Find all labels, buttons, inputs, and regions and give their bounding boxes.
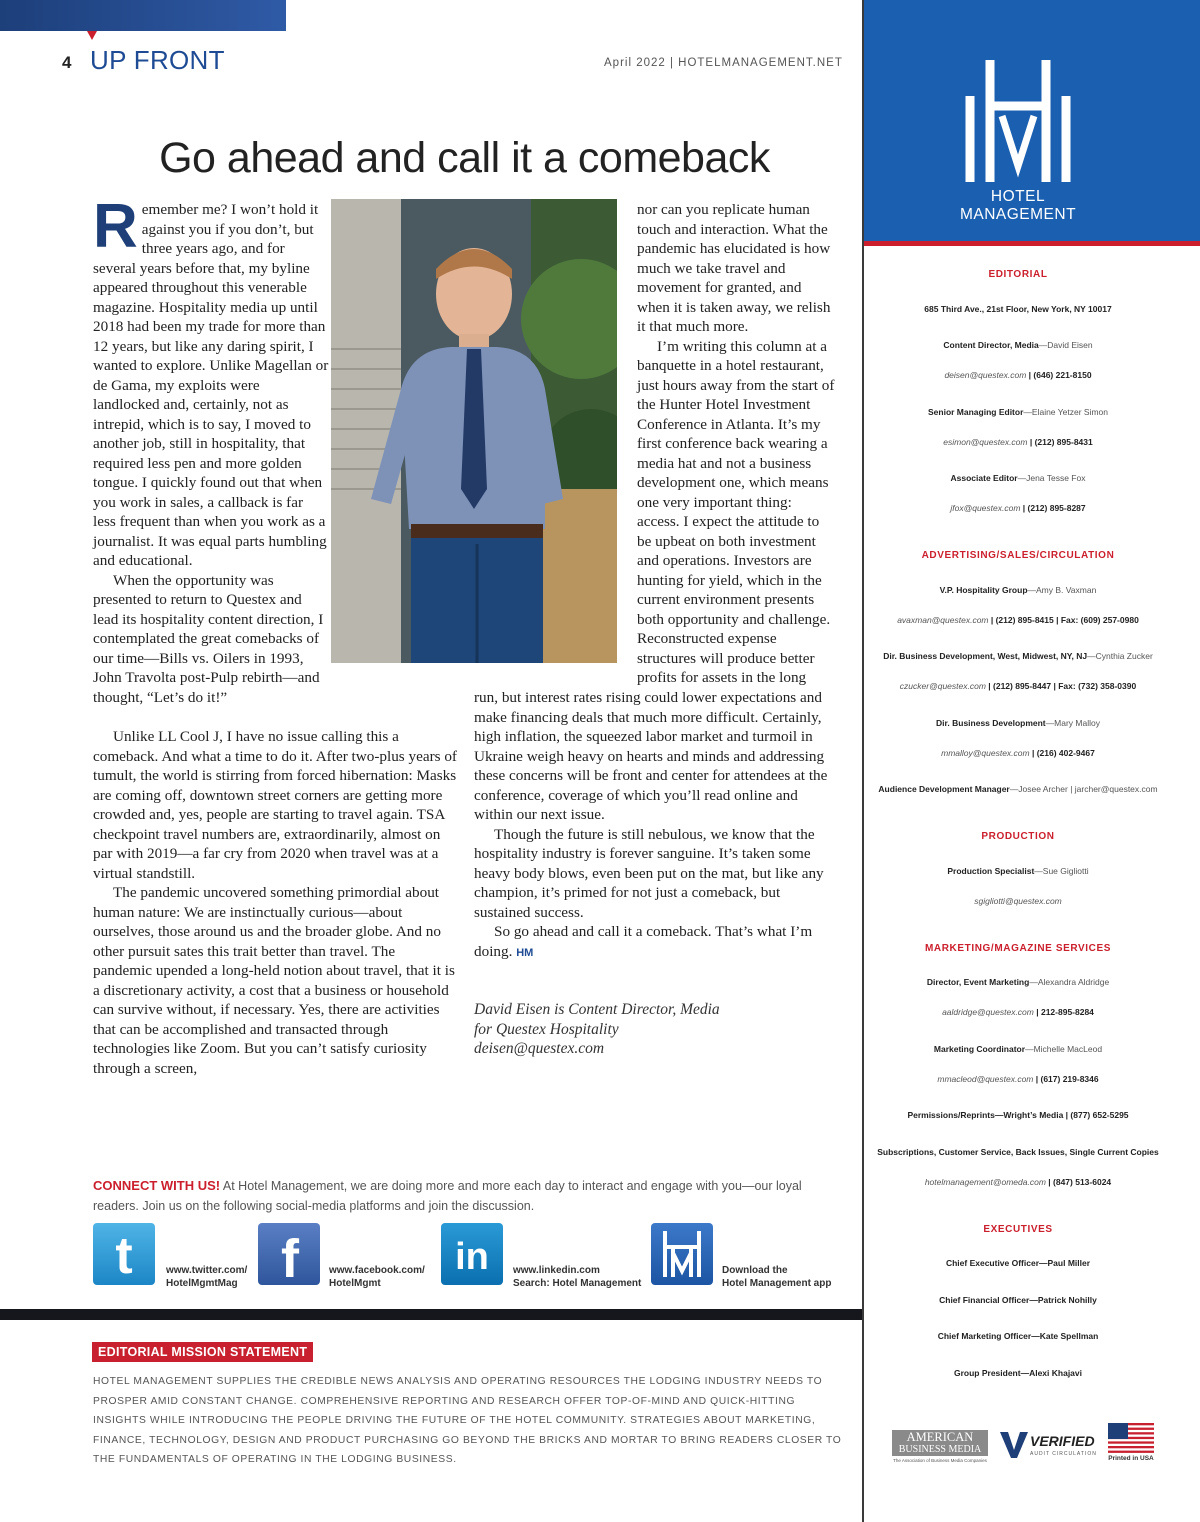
mission-label: EDITORIAL MISSION STATEMENT: [92, 1342, 313, 1362]
link-line: Search: Hotel Management: [513, 1278, 642, 1289]
page-number: 4: [62, 53, 72, 72]
paragraph: The pandemic uncovered something primordial about human nature: We are instinctually curious—about ourselves, those around us and the broader globe. And no other pursuit sates this trait better than travel. The pandemic upended a long-held notion about travel, that it is a discretionary activity, a cost that a business or household can survive without, if necessary. Yes, there are activities that can be accomplished and transacted through technologies like Zoom. But you can’t satisfy curiosity through a screen,: [93, 884, 455, 1077]
article-column-2-bottom: [474, 688, 836, 963]
ads-heading: ADVERTISING/SALES/CIRCULATION: [921, 550, 1115, 561]
staff-entry: Audience Development Manager—Josee Archer | jarcher@questex.com: [878, 784, 1158, 794]
staff-contact: mmalloy@questex.com | (216) 402-9467: [941, 748, 1095, 758]
abm-line: AMERICAN: [906, 1430, 974, 1444]
link-line: HotelMgmtMag: [166, 1278, 238, 1289]
paragraph: I’m writing this column at a banquette in a hotel restaurant, just hours away from the start of the Hunter Hotel Investment Conference in Atlanta. It’s my first conference back wearing a media hat and not a business development one, which means one very important thing: access. I expect the attitude to be upbeat on both investment and operations. Investors are hunting for yield, which in the current environment presents both opportunity and challenge. Reconstructed expense structures will produce better profits for assets in the long: [637, 337, 835, 686]
author-bio: [474, 1000, 720, 1059]
abm-line: BUSINESS MEDIA: [898, 1443, 982, 1455]
hm-app-icon[interactable]: [651, 1223, 713, 1285]
logo-text-line1: HOTEL: [990, 188, 1046, 205]
mission-text: HOTEL MANAGEMENT SUPPLIES THE CREDIBLE NEWS ANALYSIS AND OPERATING RESOURCES THE LODGING INDUSTRY NEEDS TO PROSPER AMID CONSTANT CHANGE. COMPREHENSIVE REPORTING AND RESEARCH OFFER TOP-OF-MIND AND QUICK-HITTING INSIGHTS WHILE INTRODUCING THE PEOPLE DRIVING THE FUTURE OF THE HOTEL COMMUNITY. STRATEGIES ABOUT MARKETING, FINANCE, TECHNOLOGY, DESIGN AND PRODUCT PURCHASING GO BEYOND THE BRICKS AND MORTAR TO BRING READERS CLOSER TO THE FUNDAMENTALS OF OPERATING IN THE LODGING BUSINESS.: [93, 1376, 842, 1465]
staff-entry: Production Specialist—Sue Gigliotti: [947, 866, 1089, 876]
paragraph-text: emember me? I won’t hold it against you if you don’t, but three years ago, and for several years before that, my byline appeared throughout this venerable magazine. Hospitality media up until 2018 had been my trade for more than 12 years, but like any daring spirit, I wanted to explore. Unlike Magellan or de Gama, my exploits were landlocked and, certainly, not as intrepid, which is to say, I moved to another job, still in hospitality, that required less pen and more golden tongue. I quickly found out that when you work in sales, a callback is far less frequent than when you work as a journalist. It was equal parts humbling and educational.: [93, 201, 329, 569]
bio-line: David Eisen is Content Director, Media: [474, 1001, 720, 1018]
paragraph: nor can you replicate human touch and interaction. What the pandemic has elucidated is how much we take travel and movement for granted, and when it is taken away, we relish it that much more.: [637, 201, 831, 335]
connect-blurb: [93, 1176, 833, 1216]
production-heading: PRODUCTION: [981, 831, 1055, 842]
editorial-heading: EDITORIAL: [988, 269, 1048, 280]
staff-entry: V.P. Hospitality Group—Amy B. Vaxman: [939, 585, 1097, 595]
executive-entry: Chief Financial Officer—Patrick Nohilly: [939, 1295, 1097, 1305]
link-line: www.facebook.com/: [329, 1265, 425, 1276]
staff-contact: esimon@questex.com | (212) 895-8431: [943, 437, 1093, 447]
staff-contact: czucker@questex.com | (212) 895-8447 | Fax: (732) 358-0390: [899, 681, 1137, 691]
article-column-2-top: [637, 200, 837, 688]
top-color-bar: [0, 0, 286, 31]
abm-logo: [892, 1430, 988, 1456]
staff-contact: jfox@questex.com | (212) 895-8287: [950, 503, 1086, 513]
dropcap: R: [93, 192, 138, 261]
logo-text-line2: MANAGEMENT: [959, 206, 1077, 223]
connect-text: At Hotel Management, we are doing more and more each day to interact and engage with you—our loyal readers. Join us on the following social-media platforms and join the discussion.: [93, 1179, 802, 1213]
svg-text:in: in: [455, 1236, 489, 1278]
bio-line: for Questex Hospitality: [474, 1020, 619, 1038]
link-line: Hotel Management app: [722, 1278, 832, 1289]
verified-text: VERIFIED: [1030, 1433, 1095, 1449]
svg-text:t: t: [115, 1227, 133, 1285]
bio-email[interactable]: deisen@questex.com: [474, 1040, 605, 1057]
verified-v-icon: [1000, 1432, 1028, 1458]
twitter-icon[interactable]: [93, 1223, 155, 1285]
link-line: HotelMgmt: [329, 1278, 381, 1289]
paragraph: When the opportunity was presented to return to Questex and lead its hospitality content direction, I contemplated the great comebacks of our time—Bills vs. Oilers in 1993, John Travolta post-Pulp rebirth—and thought, “Let’s do it!”: [93, 571, 324, 706]
author-photo: [331, 199, 617, 663]
article-title: Go ahead and call it a comeback: [159, 134, 770, 182]
staff-contact: aaldridge@questex.com | 212-895-8284: [942, 1007, 1094, 1017]
hm-app-link[interactable]: [722, 1264, 831, 1290]
twitter-link[interactable]: [166, 1264, 247, 1290]
subscriptions-contact: hotelmanagement@omeda.com | (847) 513-6024: [924, 1177, 1112, 1187]
facebook-link[interactable]: [329, 1264, 425, 1290]
linkedin-link[interactable]: [513, 1264, 641, 1290]
red-marker-icon: [87, 31, 97, 40]
staff-entry: Marketing Coordinator—Michelle MacLeod: [933, 1044, 1103, 1054]
linkedin-icon[interactable]: [441, 1223, 503, 1285]
printed-in-usa: Printed in USA: [1108, 1455, 1154, 1462]
staff-entry: Dir. Business Development—Mary Malloy: [936, 718, 1100, 728]
abm-tagline: The Association of Business Media Companies: [893, 1458, 987, 1463]
executive-entry: Chief Marketing Officer—Kate Spellman: [937, 1331, 1099, 1341]
verified-logo: [1000, 1430, 1098, 1458]
executives-heading: EXECUTIVES: [983, 1224, 1053, 1235]
staff-contact: deisen@questex.com | (646) 221-8150: [944, 370, 1092, 380]
hm-logo-icon: [964, 56, 1072, 186]
end-mark: HM: [516, 946, 534, 959]
staff-entry: Director, Event Marketing—Alexandra Aldridge: [926, 977, 1110, 987]
facebook-icon[interactable]: [258, 1223, 320, 1285]
staff-contact: mmacleod@questex.com | (617) 219-8346: [937, 1074, 1099, 1084]
staff-entry: Content Director, Media—David Eisen: [943, 340, 1093, 350]
portrait-illustration: [331, 199, 617, 663]
staff-entry: Dir. Business Development, West, Midwest, NY, NJ—Cynthia Zucker: [883, 651, 1153, 661]
address: 685 Third Ave., 21st Floor, New York, NY 10017: [924, 304, 1112, 314]
staff-contact: sgigliotti@questex.com: [974, 896, 1062, 906]
sidebar-red-rule: [864, 241, 1200, 246]
staff-entry: Associate Editor—Jena Tesse Fox: [950, 473, 1086, 483]
section-label: UP FRONT: [90, 45, 225, 75]
us-flag-icon: [1108, 1423, 1154, 1453]
link-line: www.twitter.com/: [166, 1265, 248, 1276]
paragraph: run, but interest rates rising could lower expectations and make financing deals that much more difficult. Certainly, high inflation, the squeezed labor market and turmoil in Ukraine weigh heavy on hearts and minds and addressing these concerns will be front and center for attendees at the conference, coverage of which you’ll read online and within our next issue.: [474, 689, 828, 823]
svg-text:f: f: [281, 1229, 299, 1285]
article-column-1-top: [93, 192, 329, 707]
permissions-line: Permissions/Reprints—Wright’s Media | (877) 652-5295: [907, 1110, 1129, 1120]
paragraph-text: So go ahead and call it a comeback. That’s what I’m doing.: [474, 923, 813, 960]
paragraph: [93, 192, 329, 571]
footer-divider: [0, 1309, 864, 1320]
staff-entry: Senior Managing Editor—Elaine Yetzer Simon: [928, 407, 1108, 417]
executive-entry: Chief Executive Officer—Paul Miller: [945, 1258, 1091, 1268]
paragraph: Though the future is still nebulous, we know that the hospitality industry is forever sanguine. It’s taken some heavy body blows, even been put on the mat, but like any champion, it’s primed for not just a comeback, but sustained success.: [474, 825, 824, 921]
staff-contact: avaxman@questex.com | (212) 895-8415 | Fax: (609) 257-0980: [897, 615, 1139, 625]
paragraph: Unlike LL Cool J, I have no issue calling this a comeback. And what a time to do it. After two-plus years of tumult, the world is stirring from forced hibernation: Masks are coming off, downtown street corners are getting more crowded and, yes, people are starting to travel again. TSA checkpoint travel numbers are, extraordinarily, almost on par with 2019—a far cry from 2020 when travel was at a virtual standstill.: [93, 728, 457, 882]
marketing-heading: MARKETING/MAGAZINE SERVICES: [924, 943, 1112, 954]
executive-entry: Group President—Alexi Khajavi: [953, 1368, 1082, 1378]
verified-subtext: AUDIT CIRCULATION: [1030, 1451, 1097, 1457]
dateline: April 2022 | HOTELMANAGEMENT.NET: [604, 57, 843, 69]
link-line: www.linkedin.com: [513, 1265, 600, 1276]
paragraph: [474, 922, 836, 963]
article-column-1-bottom: [93, 727, 457, 1078]
link-line: Download the: [722, 1265, 788, 1276]
subscriptions-line: Subscriptions, Customer Service, Back Issues, Single Current Copies: [877, 1147, 1159, 1157]
connect-heading: CONNECT WITH US!: [93, 1178, 221, 1193]
